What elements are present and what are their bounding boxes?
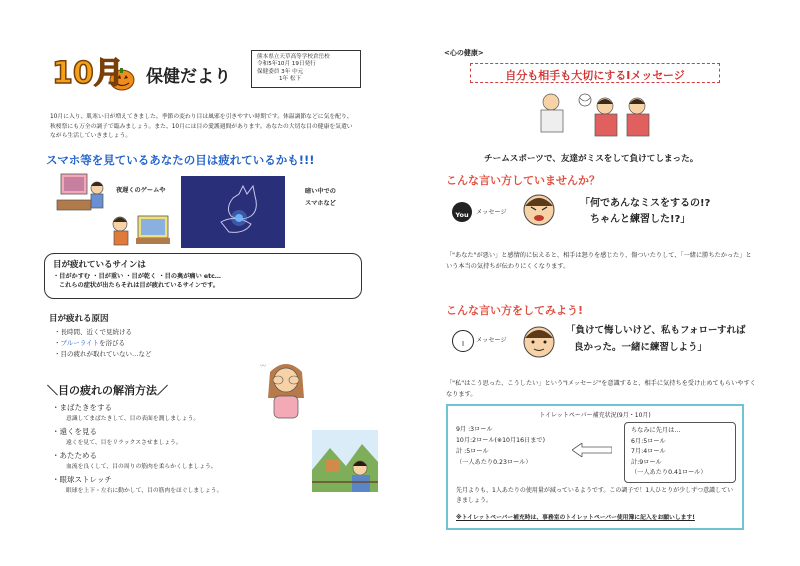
you-explanation: 「"あなた"が悪い」と感情的に伝えると、相手は怒りを感じたり、傷ついたりして、「一緒に勝ちたかった」という本当の気持ちが伝わりにくくなります。 [446, 252, 752, 270]
solution-item [52, 402, 312, 424]
tp-prev-label: ちなみに先月は… [631, 427, 681, 434]
question-2-heading: こんな言い方をしてみよう! [446, 304, 584, 317]
solutions-list [52, 402, 312, 496]
i-message-banner [470, 63, 720, 83]
caption-night-game: 夜遅くのゲームや [116, 187, 166, 194]
you-quote [580, 196, 710, 228]
comparison-arrow [572, 442, 612, 456]
i-quote-line1: 「負けて悔しいけど、私もフォローすれば [566, 325, 746, 336]
tp-note: 先月よりも、1人あたりの使用量が減っているようです。この調子で！1人ひとりが少しずつ意識していきましょう。 [456, 487, 734, 504]
angry-face-illustration [520, 190, 558, 228]
causes-title: 目が疲れる原因 [49, 314, 109, 324]
newsletter-title: 保健だより [146, 67, 231, 87]
cause-item-blue-light: ・ブルーライトを浴びる [54, 339, 126, 347]
svg-text:〰: 〰 [260, 363, 267, 370]
i-message-banner-text: 自分も相手も大切にするIメッセージ [505, 69, 685, 82]
i-quote [566, 322, 746, 356]
committee-2: 1年 松下 [279, 76, 302, 83]
i-message-label: メッセージ [476, 337, 507, 344]
causes-list [54, 327, 152, 360]
blue-light-term: ブルーライト [60, 339, 100, 347]
solution-item [52, 474, 312, 496]
solution-item [52, 450, 312, 472]
you-message-label: メッセージ [476, 209, 507, 216]
right-page [400, 0, 800, 566]
caption-dark-phone-line1: 暗い中での [305, 188, 336, 195]
tp-total: 計 :5ロール [456, 448, 489, 455]
tp-footer: ※トイレットペーパー補充時は、事務室のトイレットペーパー使用簿に記入をお願いします! [456, 515, 695, 521]
i-quote-line2: 良かった。一緒に練習しよう」 [574, 342, 708, 353]
sports-illustration [533, 90, 653, 144]
month-logo-text: 10月 [52, 56, 124, 91]
distant-view-illustration [312, 430, 378, 492]
screen-eye-heading: スマホ等を見ているあなたの目は疲れているかも!!! [46, 153, 315, 167]
tp-prev-per-person: （一人あたり0.41ロール） [631, 469, 707, 476]
situation-text: チームスポーツで、友達がミスをして負けてしまった。 [484, 154, 699, 164]
sign-symptoms: ・目がかすむ ・目が重い ・目が乾く ・目の奥が痛い etc… [53, 273, 221, 280]
caption-dark-phone-line2: スマホなど [305, 200, 336, 207]
tp-july: 7月:4ロール [631, 448, 666, 455]
tp-sept: 9月 :3ロール [456, 426, 493, 433]
tp-title: トイレットペーパー補充状況(9月・10月) [539, 412, 651, 419]
i-badge [452, 330, 474, 352]
you-quote-line2: ちゃんと練習した!?」 [590, 214, 691, 225]
school-info-box [251, 50, 361, 88]
committee-1: 保健委員 3年 中元 [257, 68, 304, 75]
solution-body: 遠くを見て、目をリラックスさせましょう。 [66, 440, 182, 446]
question-1-heading: こんな言い方していませんか？ [446, 174, 600, 187]
dark-phone-illustration [181, 176, 285, 248]
tv-gaming-illustration [108, 210, 172, 250]
tp-per-person: （一人あたり0.23ロール） [456, 459, 532, 466]
tp-june: 6月:5ロール [631, 437, 666, 445]
you-quote-line1: 「何であんなミスをするの!? [580, 198, 711, 209]
toilet-paper-panel [446, 404, 744, 530]
solution-head: ・まばたきをする [52, 403, 112, 412]
i-explanation: 「"私"はこう思った、こうしたい」という"Iメッセージ"を意識すると、相手に気持ちを受け止めてもらいやすくなります。 [446, 380, 756, 398]
gaming-illustration [53, 170, 109, 214]
tp-prev-total: 計:9ロール [631, 458, 662, 466]
solution-body: 血流を良くして、目の周りの筋肉を柔らかくしましょう。 [66, 464, 217, 470]
solution-head: ・遠くを見る [52, 427, 97, 436]
solution-head: ・あたためる [52, 451, 97, 460]
tp-current-stats [456, 424, 545, 468]
school-name: 熊本県立天草高等学校倉岳校 [257, 54, 330, 60]
i-badge-text: I [461, 340, 465, 348]
eye-fatigue-sign-box [44, 253, 362, 299]
tp-oct: 10月:2ロール(※10月16日まで) [456, 437, 546, 444]
intro-paragraph: 10月に入り、肌寒い日が増えてきました。季節の変わり目は風邪を引きやすい時期です。体温調節などに気を配り、秋桜祭にも万全の調子で臨みましょう。また、10月には目の愛護週間があります。あなたの大切な目の健康を気遣いながら生活していきましょう。 [50, 114, 353, 139]
you-badge [452, 202, 472, 222]
solution-head: ・眼球ストレッチ [52, 475, 112, 484]
sign-conclusion: これらの症状が出たらそれは目が疲れているサインです。 [59, 282, 219, 289]
solutions-title: ＼目の疲れの解消方法／ [47, 384, 168, 397]
calm-face-illustration [520, 322, 558, 360]
sign-title: 目が疲れているサインは [53, 260, 146, 270]
solution-item [52, 426, 312, 448]
tp-previous-stats [624, 422, 736, 483]
caption-dark-phone [305, 186, 336, 210]
month-logo [50, 44, 138, 94]
solution-body: 眼球を上下・左右に動かして、目の筋肉をほぐしましょう。 [66, 488, 223, 494]
issue-date: 令和5年10月 19日発行 [257, 61, 316, 68]
you-badge-text: You [455, 211, 469, 219]
section-label: <心の健康> [444, 49, 484, 57]
cause-item: ・目の疲れが取れていない…など [54, 350, 152, 358]
cause-item: ・長時間、近くで見続ける [54, 328, 132, 336]
solution-body: 意識してまばたきして、目の表面を潤しましょう。 [66, 416, 200, 422]
